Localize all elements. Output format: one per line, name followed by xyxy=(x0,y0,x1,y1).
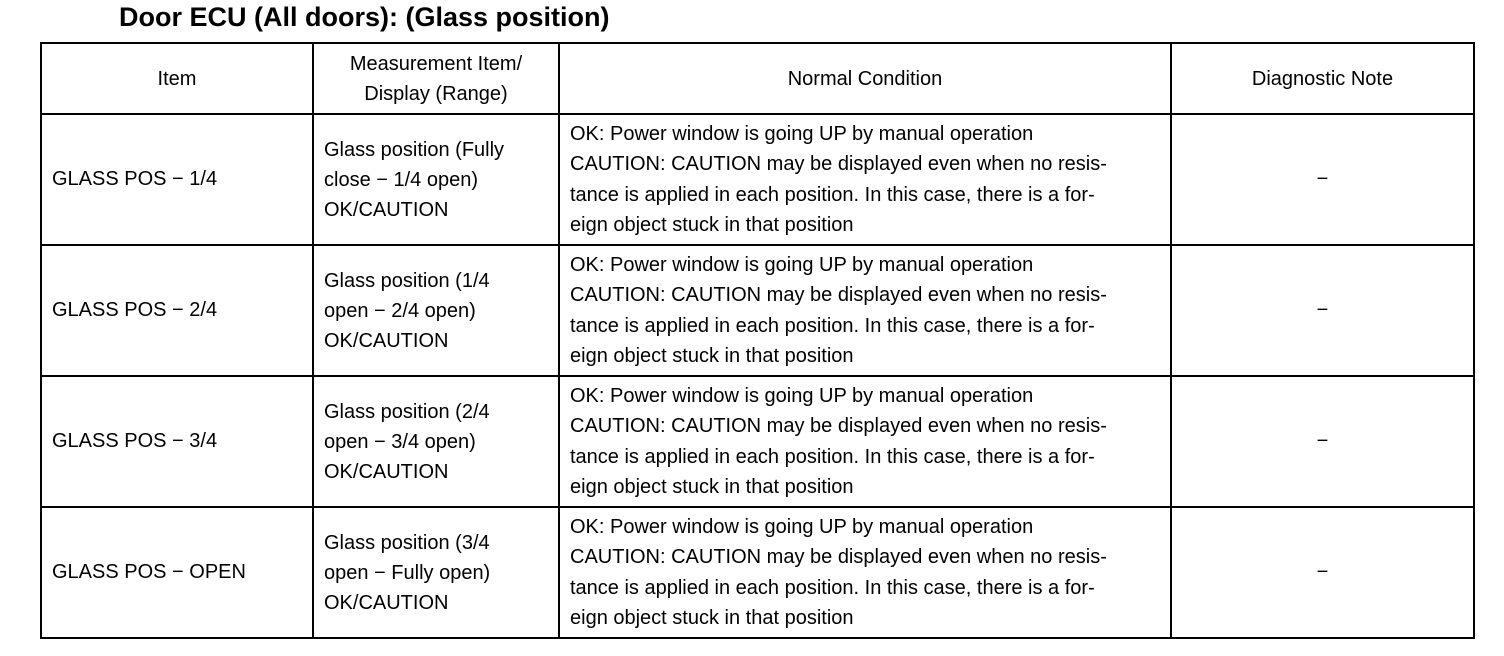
diagnostic-note-cell: − xyxy=(1171,376,1474,507)
condition-line: CAUTION: CAUTION may be displayed even when no resis- xyxy=(570,546,1107,569)
measurement-cell xyxy=(313,376,559,507)
measurement-line: Glass position (1/4 xyxy=(324,269,490,292)
measurement-line: OK/CAUTION xyxy=(324,460,449,483)
condition-line: tance is applied in each position. In this case, there is a for- xyxy=(570,445,1095,468)
condition-line: CAUTION: CAUTION may be displayed even when no resis- xyxy=(570,415,1107,438)
condition-cell xyxy=(559,376,1171,507)
measurement-line: Glass position (3/4 xyxy=(324,531,490,554)
condition-line: OK: Power window is going UP by manual operation xyxy=(570,123,1034,146)
item-label: GLASS POS − OPEN xyxy=(52,561,246,583)
condition-line: CAUTION: CAUTION may be displayed even when no resis- xyxy=(570,284,1107,307)
measurement-line: open − 3/4 open) xyxy=(324,430,476,453)
measurement-cell xyxy=(313,114,559,245)
item-cell xyxy=(41,507,313,638)
measurement-line: open − 2/4 open) xyxy=(324,299,476,322)
table-header-row xyxy=(41,43,1474,114)
item-cell xyxy=(41,114,313,245)
header-measurement-line-1: Measurement Item/ xyxy=(349,52,523,75)
item-label: GLASS POS − 2/4 xyxy=(52,299,218,321)
condition-line: eign object stuck in that position xyxy=(570,344,854,367)
measurement-line: OK/CAUTION xyxy=(324,591,449,614)
condition-cell xyxy=(559,114,1171,245)
item-cell xyxy=(41,245,313,376)
condition-line: tance is applied in each position. In this case, there is a for- xyxy=(570,314,1095,337)
condition-line: eign object stuck in that position xyxy=(570,213,854,236)
header-measurement-line-2: Display (Range) xyxy=(364,82,508,105)
header-item: Item xyxy=(41,43,313,114)
header-diagnostic-note: Diagnostic Note xyxy=(1171,43,1474,114)
diagnostic-note-cell: − xyxy=(1171,245,1474,376)
condition-line: tance is applied in each position. In this case, there is a for- xyxy=(570,183,1095,206)
header-normal-condition: Normal Condition xyxy=(559,43,1171,114)
measurement-line: close − 1/4 open) xyxy=(324,168,478,191)
table-row xyxy=(41,245,1474,376)
condition-line: OK: Power window is going UP by manual operation xyxy=(570,254,1034,277)
condition-cell xyxy=(559,245,1171,376)
condition-line: eign object stuck in that position xyxy=(570,475,854,498)
measurement-cell xyxy=(313,507,559,638)
measurement-line: OK/CAUTION xyxy=(324,329,449,352)
condition-line: eign object stuck in that position xyxy=(570,606,854,629)
condition-line: tance is applied in each position. In this case, there is a for- xyxy=(570,576,1095,599)
measurement-line: open − Fully open) xyxy=(324,561,491,584)
glass-position-table xyxy=(40,42,1475,639)
measurement-line: OK/CAUTION xyxy=(324,198,449,221)
table-row xyxy=(41,376,1474,507)
table-row xyxy=(41,114,1474,245)
diagnostic-note-cell: − xyxy=(1171,114,1474,245)
item-cell xyxy=(41,376,313,507)
measurement-line: Glass position (Fully xyxy=(324,138,505,161)
condition-line: OK: Power window is going UP by manual operation xyxy=(570,516,1034,539)
header-measurement xyxy=(313,43,559,114)
page-title: Door ECU (All doors): (Glass position) xyxy=(119,2,610,32)
table-row xyxy=(41,507,1474,638)
condition-cell xyxy=(559,507,1171,638)
condition-line: OK: Power window is going UP by manual operation xyxy=(570,385,1034,408)
measurement-cell xyxy=(313,245,559,376)
item-label: GLASS POS − 3/4 xyxy=(52,430,218,452)
condition-line: CAUTION: CAUTION may be displayed even when no resis- xyxy=(570,153,1107,176)
item-label: GLASS POS − 1/4 xyxy=(52,168,218,190)
measurement-line: Glass position (2/4 xyxy=(324,400,490,423)
diagnostic-note-cell: − xyxy=(1171,507,1474,638)
